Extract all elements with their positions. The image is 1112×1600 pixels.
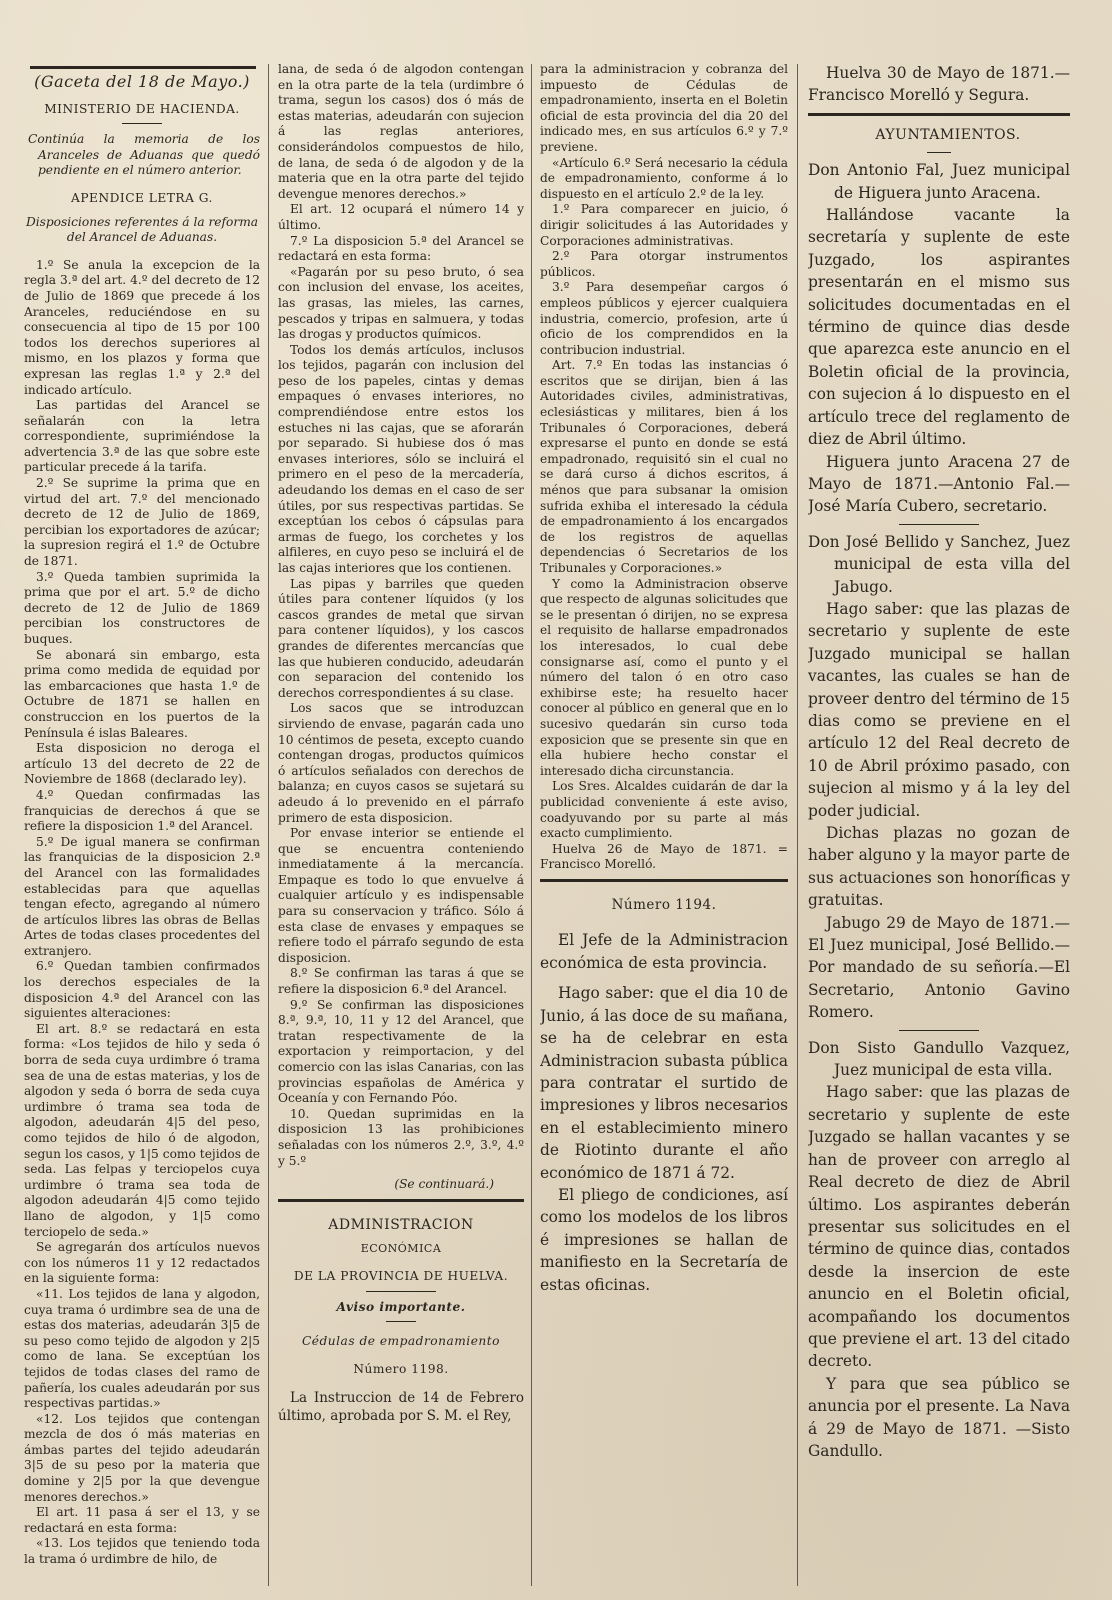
paragraph: Las pipas y barriles que queden útiles para contener líquidos (y los cascos grandes de metal que sirvan para contener líquidos), y los cascos grandes de diferentes mercancías que las que hubieren conducido, adeudarán con separacion del contenido los derechos correspondientes á su clase. [278,576,524,700]
paragraph: lana, de seda ó de algodon contengan en la otra parte de la tela (urdimbre ó trama, segun los casos) dos ó más de estas materias, adeudarán con sujecion á las reglas anteriores, considerándolos compuestos de hilo, de lana, de seda ó de algodon y de la materia que en la otra parte del tejido devengue menores derechos.» [278,62,524,201]
paragraph: Esta disposicion no deroga el artículo 13 del decreto de 22 de Noviembre de 1868 (declarado ley). [24,741,260,787]
paragraph: 5.º De igual manera se confirman las franquicias de la disposicion 2.ª del Arancel con las formalidades establecidas para que aquellas tengan efecto, agregando al número de artículos libres las obras de Bellas Artes de todas clases procedentes del extranjero. [24,834,260,958]
section-rule [808,113,1070,116]
notice-header: Don José Bellido y Sanchez, Juez municipal de esta villa del Jabugo. [808,532,1070,596]
divider [899,524,979,525]
paragraph: Dichas plazas no gozan de haber alguno y la mayor parte de sus actuaciones son honoríficas y gratuitas. [808,824,1070,910]
jefe-heading: El Jefe de la Administracion económica de esta provincia. [540,931,788,972]
paragraph: «Pagarán por su peso bruto, ó sea con inclusion del envase, los aceites, las grasas, las mieles, las carnes, pescados y tripas en salmuera, y todas las drogas y productos químicos. [278,264,524,342]
paragraph: «13. Los tejidos que teniendo toda la trama ó urdimbre de hilo, de [24,1536,260,1567]
paragraph: «Artículo 6.º Será necesario la cédula de empadronamiento, conforme á lo dispuesto en el artículo 2.º de la ley. [540,155,788,201]
ministry-heading: MINISTERIO DE HACIENDA. [44,101,240,116]
paragraph: Art. 7.º En todas las instancias ó escritos que se dirijan, bien á las Autoridades civiles, administrativas, eclesiásticas y militares, bien á los Tribunales ó Corporaciones, deberá expresarse el punto en donde se está empadronado, requisitó sin el cual no se dará curso á dichos escritos, á ménos que para subsanar la omision sufrida exhiba el interesado la cédula de empadronamiento á los encargados de los registros de aquellas dependencias ó Secretarios de los Tribunales y Corporaciones.» [540,358,788,575]
divider [386,1321,416,1322]
paragraph: 3.º Para desempeñar cargos ó empleos públicos y ejercer cualquiera industria, comercio, profesion, arte ú oficio de los comprendidos en la contribucion industrial. [540,280,788,357]
paragraph: 6.º Quedan tambien confirmados los derechos especiales de la disposicion 4.ª del Arancel con las siguientes alteraciones: [24,959,260,1021]
paragraph: para la administracion y cobranza del impuesto de Cédulas de empadronamiento, inserta en el Boletin oficial de esta provincia del dia 20 del indicado mes, en sus artículos 6.º y 7.º previene. [540,62,788,154]
appendix-heading: APENDICE LETRA G. [71,190,213,205]
paragraph: Los sacos que se introduzcan sirviendo de envase, pagarán cada uno 10 céntimos de peseta, excepto cuando contengan drogas, productos químicos ó artículos señalados con derechos de balanza; en cuyos casos se sujetará su adeudo á lo prevenido en el párrafo primero de esta disposicion. [278,701,524,825]
numero-label: Número 1194. [611,896,717,913]
paragraph: 9.º Se confirman las disposiciones 8.ª, 9.ª, 10, 11 y 12 del Arancel, que tratan respectivamente de la exportacion y reimportacion, y del comercio con las islas Canarias, con las provincias españolas de América y Oceanía y con Fernando Póo. [278,997,524,1106]
notice-header: Don Antonio Fal, Juez municipal de Higuera junto Aracena. [808,161,1070,202]
paragraph: Hago saber: que las plazas de secretario y suplente de este Juzgado se hallan vacantes y se han de proveer con arreglo al Real decreto de diez de Abril último. Los aspirantes deberán presentar sus solicitudes en el término de quince dias, contados desde la insercion de este anuncio en el Boletin oficial, acompañando los documentos que previene el art. 13 del citado decreto. [808,1083,1070,1371]
column-divider-1 [268,64,269,1586]
paragraph: 1.º Se anula la excepcion de la regla 3.ª del art. 4.º del decreto de 12 de Julio de 1869 que precede á los Aranceles, reduciéndose en su consecuencia al tipo de 15 por 100 todos los derechos superiores al mismo, en los plazos y forma que expresan las reglas 1.ª y 2.ª del indicado artículo. [24,257,260,397]
notice-header: Don Sisto Gandullo Vazquez, Juez municipal de esta villa. [808,1038,1070,1080]
paragraph: 10. Quedan suprimidas en la disposicion 13 las prohibiciones señaladas con los números 2.º, 3.º, 4.º y 5.º [278,1106,524,1168]
continuation-note: Continúa la memoria de los Aranceles de Aduanas que quedó pendiente en el número anterior. [28,132,260,178]
paragraph: «12. Los tejidos que contengan mezcla de dos ó más materias en ámbas partes del tejido adeudarán 3|5 de su peso por la materia que domine y 2|5 por la que devengue menores derechos.» [24,1411,260,1504]
column-1 [24,62,260,1588]
section-rule [540,879,788,882]
column-divider-2 [531,64,532,1586]
signature: Huelva 30 de Mayo de 1871.—Francisco Morelló y Segura. [808,64,1070,105]
paragraph: Las partidas del Arancel se señalarán con la letra correspondiente, suprimiéndose la advertencia 3.ª de las que sobre este particular precede á la tarifa. [24,398,260,475]
section-rule [278,1199,524,1202]
admin-title: ADMINISTRACION [328,1216,474,1233]
admin-province: DE LA PROVINCIA DE HUELVA. [293,1268,509,1283]
gazette-date: (Gaceta del 18 de Mayo.) [34,72,250,91]
paragraph: Hago saber: que el dia 10 de Junio, á las doce de su mañana, se ha de celebrar en esta Administracion subasta pública para contratar el surtido de impresiones y libros necesarios en el establecimiento minero de Riotinto durante el año económico de 1871 á 72. [540,984,788,1182]
signature: Jabugo 29 de Mayo de 1871.—El Juez municipal, José Bellido.—Por mandado de su señoría.—El Secretario, Antonio Gavino Romero. [808,913,1070,1022]
paragraph: 1.º Para comparecer en juicio, ó dirigir solicitudes á las Autoridades y Corporaciones administrativas. [540,202,788,248]
paragraph: Todos los demás artículos, inclusos los tejidos, pagarán con inclusion del peso de los papeles, cintas y demas empaques ó envases interiores, no comprendiéndose entre estos los estuches ni las cajas, que se aforarán por separado. Si hubiese dos ó mas envases interiores, sólo se incluirá el primero en el peso de la mercadería, adeudando los demas en el caso de ser útiles, por sus respectivas partidas. Se exceptúan los cebos ó cápsulas para armas de fuego, los corchetes y los alfileres, en cuyo peso se incluirá el de las cajas interiores que los contienen. [278,342,524,575]
column-3 [540,62,788,1588]
continuara-note: (Se continuará.) [394,1177,494,1192]
paragraph: «11. Los tejidos de lana y algodon, cuya trama ó urdimbre sea de una de estas dos materias, adeudarán 3|5 de su peso como tejido de algodon y 2|5 como de lana. Se exceptúan los tejidos de todas clases del ramo de pañería, los cuales adeudarán por sus respectivas partidas.» [24,1286,260,1411]
paragraph: Por envase interior se entiende el que se encuentra conteniendo inmediatamente á la mercancía. Empaque es todo lo que envuelve á cualquier artículo y es indispensable para su conservacion y tráfico. Sólo á esta clase de envases y empaques se refiere todo el párrafo segundo de esta disposicion. [278,826,524,965]
paragraph: 3.º Queda tambien suprimida la prima que por el art. 5.º de dicho decreto de 12 de Julio de 1869 percibian los constructores de buques. [24,569,260,646]
paragraph: 8.º Se confirman las taras á que se refiere la disposicion 6.ª del Arancel. [278,966,524,997]
ayuntamientos-heading: AYUNTAMIENTOS. [875,126,1021,143]
paragraph: El art. 12 ocupará el número 14 y último. [278,202,524,232]
disposiciones-heading: Disposiciones referentes á la reforma del Arancel de Aduanas. [25,214,259,245]
paragraph: El pliego de condiciones, así como los modelos de los libros é impresiones se hallan de manifiesto en la Secretaría de estas oficinas. [540,1185,788,1294]
paragraph: El art. 8.º se redactará en esta forma: «Los tejidos de hilo y seda ó borra de seda cuya urdimbre ó trama sea de una de estas materias, y los de algodon y seda ó borra de seda cuya urdimbre ó trama sea toda de algodon, adeudarán 4|5 del peso, como tejidos de hilo ó de algodon, segun los casos, y 1|5 como tejidos de seda. Las felpas y terciopelos cuya urdimbre ó trama sea toda de algodon adeudarán 4|5 como tejido llano de algodon, y 1|5 como terciopelo de seda.» [24,1021,260,1239]
paragraph: Y como la Administracion observe que respecto de algunas solicitudes que se le presentan ó dirijen, no se expresa el requisito de hallarse empadronados los interesados, lo cual debe consignarse así, como el punto y el número del talon ó en otro caso exhibirse este; ha resuelto hacer conocer al público en general que en lo sucesivo quedarán sin curso toda exposicion que se presente sin que en ella hubiere hecho constar el interesado dicha circunstancia. [540,576,788,778]
paragraph: La Instruccion de 14 de Febrero último, aprobada por S. M. el Rey, [278,1390,524,1425]
divider [122,123,162,124]
aviso-heading: Aviso importante. [336,1299,466,1314]
paragraph: Se abonará sin embargo, esta prima como medida de equidad por las embarcaciones que hasta 1.º de Octubre de 1871 se hallen en construccion en los puertos de la Península é islas Baleares. [24,647,260,740]
paragraph: El art. 11 pasa á ser el 13, y se redactará en esta forma: [24,1505,260,1535]
divider [366,1291,436,1292]
column-4 [808,62,1070,1588]
admin-subtitle: ECONÓMICA [360,1242,442,1256]
paragraph: Hallándose vacante la secretaría y suplente de este Juzgado, los aspirantes presentarán en el mismo sus solicitudes documentadas en el término de quince dias desde que aparezca este anuncio en el Boletin oficial de la provincia, con sujecion á lo dispuesto en el artículo trece del reglamento de diez de Abril último. [808,206,1070,449]
signature: Huelva 26 de Mayo de 1871. = Francisco Morelló. [540,841,788,872]
paragraph: 2.º Se suprime la prima que en virtud del art. 7.º del mencionado decreto de 12 de Julio de 1869, percibian los exportadores de azúcar; la supresion regirá el 1.º de Octubre de 1871. [24,476,260,569]
numero-label: Número 1198. [353,1361,449,1376]
paragraph: Hago saber: que las plazas de secretario y suplente de este Juzgado municipal se hallan vacantes, las cuales se han de proveer dentro del término de 15 dias como se previene en el artículo 12 del Real decreto de 10 de Abril próximo pasado, con sujecion al mismo y á la ley del poder judicial. [808,599,1070,820]
signature: Y para que sea público se anuncia por el presente. La Nava á 29 de Mayo de 1871. —Sisto Gandullo. [808,1374,1070,1460]
cedulas-heading: Cédulas de empadronamiento [301,1334,501,1349]
paragraph: 4.º Quedan confirmadas las franquicias de derechos á que se refiere la disposicion 1.ª del Arancel. [24,787,260,834]
paragraph: Se agregarán dos artículos nuevos con los números 11 y 12 redactados en la siguiente forma: [24,1240,260,1286]
paragraph: 7.º La disposicion 5.ª del Arancel se redactará en esta forma: [278,233,524,264]
paragraph: Los Sres. Alcaldes cuidarán de dar la publicidad conveniente á este aviso, coadyuvando por su parte al más exacto cumplimiento. [540,779,788,841]
divider [927,152,951,153]
column-divider-3 [797,64,798,1586]
signature: Higuera junto Aracena 27 de Mayo de 1871.—Antonio Fal.—José María Cubero, secretario. [808,452,1070,516]
paragraph: 2.º Para otorgar instrumentos públicos. [540,249,788,279]
column-2 [278,62,524,1588]
divider [899,1030,979,1031]
